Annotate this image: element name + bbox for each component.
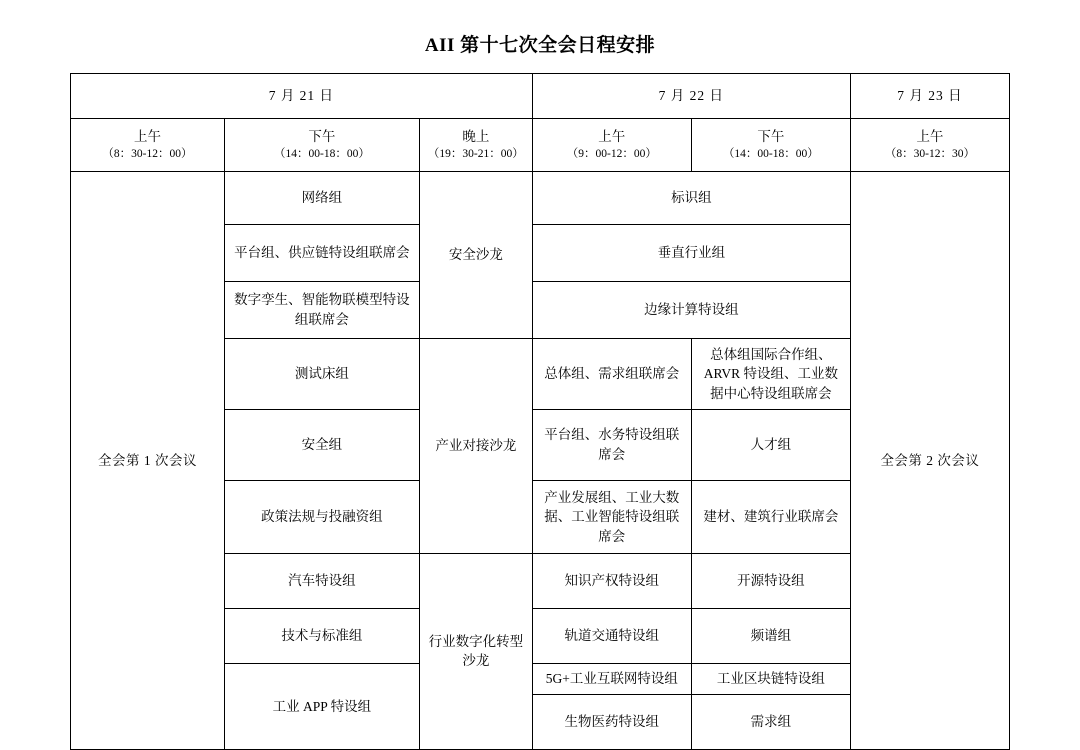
slot-header-2 <box>419 119 532 172</box>
slot-label-0: 上午 <box>133 128 161 144</box>
slot-time-3: （9：00-12：00） <box>566 148 657 161</box>
session-22am-3: 总体组、需求组联席会 <box>532 339 691 410</box>
slot-time-5: （8：30-12：30） <box>884 148 975 161</box>
session-21pm-8: 工业 APP 特设组 <box>224 664 419 750</box>
session-22pm-6: 需求组 <box>691 694 850 749</box>
salon-21ev-1: 产业对接沙龙 <box>419 339 532 554</box>
slot-header-1 <box>224 119 419 172</box>
slot-label-1: 下午 <box>308 128 336 144</box>
session-22pm-1: 人才组 <box>691 410 850 481</box>
page-title: AII 第十七次全会日程安排 <box>424 35 656 56</box>
slot-header-0 <box>71 119 225 172</box>
slot-header-5 <box>850 119 1009 172</box>
session-21pm-5: 政策法规与投融资组 <box>224 481 419 554</box>
slot-time-2: （19：30-21：00） <box>427 148 524 161</box>
plenary-session-2: 全会第 2 次会议 <box>850 172 1009 750</box>
slot-label-4: 下午 <box>757 128 785 144</box>
salon-21ev-2: 行业数字化转型沙龙 <box>419 554 532 750</box>
salon-21ev-0: 安全沙龙 <box>419 172 532 339</box>
session-21pm-7: 技术与标准组 <box>224 609 419 664</box>
table-row-slot-header <box>71 119 1010 172</box>
session-22pm-3: 开源特设组 <box>691 554 850 609</box>
session-21pm-6: 汽车特设组 <box>224 554 419 609</box>
slot-time-0: （8：30-12：00） <box>102 148 193 161</box>
session-22am-9: 生物医药特设组 <box>532 694 691 749</box>
slot-label-5: 上午 <box>916 128 944 144</box>
slot-label-3: 上午 <box>598 128 626 144</box>
slot-label-2: 晚上 <box>462 128 490 144</box>
session-22am-2: 边缘计算特设组 <box>532 282 850 339</box>
slot-header-4 <box>691 119 850 172</box>
day-header-0: 7 月 21 日 <box>71 74 533 119</box>
session-21pm-4: 安全组 <box>224 410 419 481</box>
day-header-1: 7 月 22 日 <box>532 74 850 119</box>
session-21pm-3: 测试床组 <box>224 339 419 410</box>
session-22am-8: 5G+工业互联网特设组 <box>532 664 691 695</box>
session-22am-0: 标识组 <box>532 172 850 225</box>
session-21pm-0: 网络组 <box>224 172 419 225</box>
session-22pm-2: 建材、建筑行业联席会 <box>691 481 850 554</box>
session-22am-6: 知识产权特设组 <box>532 554 691 609</box>
session-21pm-1: 平台组、供应链特设组联席会 <box>224 225 419 282</box>
session-22pm-4: 频谱组 <box>691 609 850 664</box>
slot-time-1: （14：00-18：00） <box>273 148 370 161</box>
day-header-2: 7 月 23 日 <box>850 74 1009 119</box>
schedule-table <box>70 73 1010 750</box>
session-22pm-5: 工业区块链特设组 <box>691 664 850 695</box>
session-22am-7: 轨道交通特设组 <box>532 609 691 664</box>
slot-time-4: （14：00-18：00） <box>722 148 819 161</box>
plenary-session-1: 全会第 1 次会议 <box>71 172 225 750</box>
session-21pm-2: 数字孪生、智能物联模型特设组联席会 <box>224 282 419 339</box>
table-row-day-header <box>71 74 1010 119</box>
session-22am-1: 垂直行业组 <box>532 225 850 282</box>
session-22am-4: 平台组、水务特设组联席会 <box>532 410 691 481</box>
session-22pm-0: 总体组国际合作组、ARVR 特设组、工业数据中心特设组联席会 <box>691 339 850 410</box>
table-row <box>71 172 1010 225</box>
slot-header-3 <box>532 119 691 172</box>
session-22am-5: 产业发展组、工业大数据、工业智能特设组联席会 <box>532 481 691 554</box>
